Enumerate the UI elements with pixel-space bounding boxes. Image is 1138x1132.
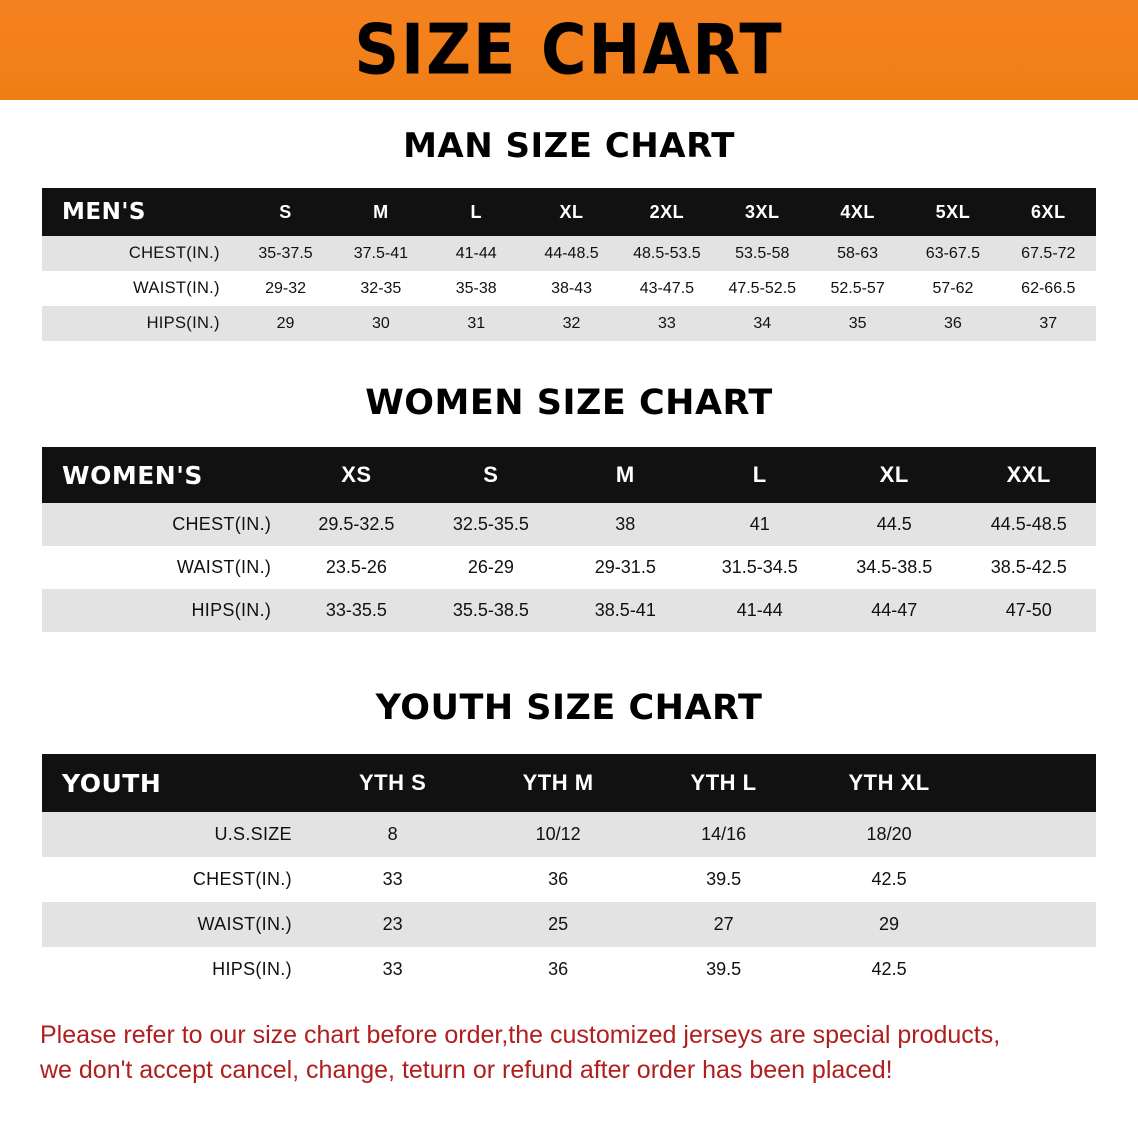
women-header-m: M — [615, 462, 635, 487]
men-chest-2xl: 48.5-53.5 — [633, 244, 701, 262]
youth-hips-m: 36 — [548, 959, 569, 979]
man-table-wrap — [42, 188, 1096, 341]
men-hips-m: 30 — [371, 314, 390, 332]
women-header-xl: XL — [879, 462, 909, 487]
women-hips-xl: 44-47 — [871, 600, 918, 620]
men-chest-5xl: 63-67.5 — [925, 244, 981, 262]
men-header-4xl: 4XL — [840, 201, 875, 222]
men-header-2xl: 2XL — [649, 201, 685, 222]
men-header-s: S — [279, 201, 292, 222]
women-chest-xs: 29.5-32.5 — [318, 514, 395, 534]
youth-table-body — [42, 812, 1096, 992]
youth-size-table — [42, 754, 1096, 992]
youth-waist-s: 23 — [382, 914, 403, 934]
men-header-6xl: 6XL — [1031, 201, 1066, 222]
youth-section-title: YOUTH SIZE CHART — [375, 688, 763, 728]
youth-row-label-waist: WAIST(IN.) — [197, 914, 292, 934]
men-header-3xl: 3XL — [744, 201, 780, 222]
women-hips-l: 41-44 — [736, 600, 783, 620]
youth-ussize-s: 8 — [387, 824, 398, 844]
table-row — [42, 947, 1096, 992]
men-table-head — [42, 188, 1096, 236]
women-table-head — [42, 447, 1096, 503]
men-chest-xl: 44-48.5 — [544, 244, 599, 262]
youth-header-s: YTH S — [358, 770, 427, 795]
table-row — [42, 902, 1096, 947]
women-chest-l: 41 — [749, 514, 770, 534]
youth-spacer-cell — [972, 857, 1096, 902]
youth-hips-xl: 42.5 — [871, 959, 907, 979]
table-row — [42, 271, 1096, 306]
disclaimer-line-2: we don't accept cancel, change, teturn or refund after order has been placed! — [40, 1055, 893, 1084]
men-hips-6xl: 37 — [1039, 314, 1058, 332]
women-hips-s: 35.5-38.5 — [452, 600, 529, 620]
youth-table-head — [42, 754, 1096, 812]
men-hips-3xl: 34 — [753, 314, 772, 332]
table-header-row — [42, 188, 1096, 236]
table-row — [42, 589, 1096, 632]
youth-hips-s: 33 — [382, 959, 403, 979]
men-size-table — [42, 188, 1096, 341]
men-waist-xl: 38-43 — [551, 279, 593, 297]
women-section-title: WOMEN SIZE CHART — [365, 383, 773, 423]
women-waist-m: 29-31.5 — [594, 557, 656, 577]
youth-header-label: YOUTH — [62, 768, 162, 798]
table-header-row — [42, 754, 1096, 812]
men-table-body — [42, 236, 1096, 341]
women-header-s: S — [483, 462, 499, 487]
men-row-label-waist: WAIST(IN.) — [133, 279, 220, 297]
banner — [0, 0, 1138, 100]
women-row-label-waist: WAIST(IN.) — [176, 557, 272, 577]
men-header-m: M — [373, 201, 389, 222]
youth-row-label-chest: CHEST(IN.) — [192, 869, 292, 889]
men-hips-l: 31 — [467, 314, 486, 332]
table-header-row — [42, 447, 1096, 503]
youth-row-label-hips: HIPS(IN.) — [212, 959, 292, 979]
men-waist-5xl: 57-62 — [932, 279, 974, 297]
youth-row-label-ussize: U.S.SIZE — [214, 824, 292, 844]
table-row — [42, 306, 1096, 341]
men-header-l: L — [470, 201, 482, 222]
women-hips-xs: 33-35.5 — [325, 600, 387, 620]
women-chest-xxl: 44.5-48.5 — [990, 514, 1067, 534]
men-hips-2xl: 33 — [658, 314, 676, 332]
youth-waist-m: 25 — [548, 914, 569, 934]
women-row-label-hips: HIPS(IN.) — [191, 600, 272, 620]
men-hips-s: 29 — [276, 314, 295, 332]
youth-header-m: YTH M — [522, 770, 594, 795]
man-section-title: MAN SIZE CHART — [403, 126, 735, 166]
youth-spacer-cell — [972, 812, 1096, 857]
men-waist-l: 35-38 — [455, 279, 497, 297]
youth-chest-l: 39.5 — [706, 869, 742, 889]
women-chest-xl: 44.5 — [876, 514, 912, 534]
men-chest-m: 37.5-41 — [353, 244, 408, 262]
women-header-label: WOMEN'S — [62, 460, 203, 490]
men-waist-4xl: 52.5-57 — [830, 279, 885, 297]
youth-header-xl: YTH XL — [848, 770, 930, 795]
men-waist-2xl: 43-47.5 — [639, 279, 695, 297]
men-waist-m: 32-35 — [360, 279, 402, 297]
youth-header-spacer — [972, 754, 1096, 812]
page-title: SIZE CHART — [354, 8, 784, 91]
women-hips-m: 38.5-41 — [594, 600, 656, 620]
women-table-body — [42, 503, 1096, 632]
youth-ussize-m: 10/12 — [535, 824, 581, 844]
men-chest-l: 41-44 — [455, 244, 497, 262]
women-chest-m: 38 — [615, 514, 636, 534]
youth-header-l: YTH L — [690, 770, 757, 795]
men-chest-6xl: 67.5-72 — [1021, 244, 1076, 262]
men-hips-xl: 32 — [562, 314, 581, 332]
women-row-label-chest: CHEST(IN.) — [172, 514, 272, 534]
youth-chest-m: 36 — [548, 869, 569, 889]
women-waist-l: 31.5-34.5 — [721, 557, 798, 577]
table-row — [42, 236, 1096, 271]
men-waist-3xl: 47.5-52.5 — [728, 279, 797, 297]
men-hips-5xl: 36 — [944, 314, 962, 332]
men-hips-4xl: 35 — [848, 314, 867, 332]
table-row — [42, 503, 1096, 546]
women-hips-xxl: 47-50 — [1005, 600, 1052, 620]
men-waist-6xl: 62-66.5 — [1021, 279, 1076, 297]
women-table-wrap — [42, 447, 1096, 632]
youth-chest-s: 33 — [382, 869, 403, 889]
women-waist-s: 26-29 — [467, 557, 514, 577]
youth-spacer-cell — [972, 947, 1096, 992]
women-header-xs: XS — [341, 462, 372, 487]
table-row — [42, 857, 1096, 902]
men-header-5xl: 5XL — [935, 201, 971, 222]
youth-hips-l: 39.5 — [706, 959, 742, 979]
women-waist-xl: 34.5-38.5 — [856, 557, 933, 577]
men-chest-4xl: 58-63 — [837, 244, 879, 262]
women-waist-xxl: 38.5-42.5 — [990, 557, 1067, 577]
youth-waist-l: 27 — [713, 914, 734, 934]
men-row-label-hips: HIPS(IN.) — [146, 314, 220, 332]
youth-waist-xl: 29 — [879, 914, 900, 934]
men-chest-s: 35-37.5 — [258, 244, 313, 262]
youth-chest-xl: 42.5 — [871, 869, 907, 889]
men-waist-s: 29-32 — [265, 279, 306, 297]
men-header-xl: XL — [559, 201, 584, 222]
women-header-xxl: XXL — [1006, 462, 1051, 487]
women-waist-xs: 23.5-26 — [325, 557, 387, 577]
disclaimer-note — [40, 1018, 1098, 1087]
youth-ussize-xl: 18/20 — [866, 824, 912, 844]
women-size-table — [42, 447, 1096, 632]
men-row-label-chest: CHEST(IN.) — [128, 244, 220, 262]
men-chest-3xl: 53.5-58 — [735, 244, 790, 262]
youth-spacer-cell — [972, 902, 1096, 947]
youth-ussize-l: 14/16 — [701, 824, 747, 844]
disclaimer-line-1: Please refer to our size chart before order,the customized jerseys are special products, — [40, 1021, 1001, 1049]
men-header-label: MEN'S — [62, 199, 146, 225]
youth-table-wrap — [42, 754, 1096, 992]
women-header-l: L — [752, 462, 767, 487]
table-row — [42, 546, 1096, 589]
table-row — [42, 812, 1096, 857]
women-chest-s: 32.5-35.5 — [452, 514, 529, 534]
